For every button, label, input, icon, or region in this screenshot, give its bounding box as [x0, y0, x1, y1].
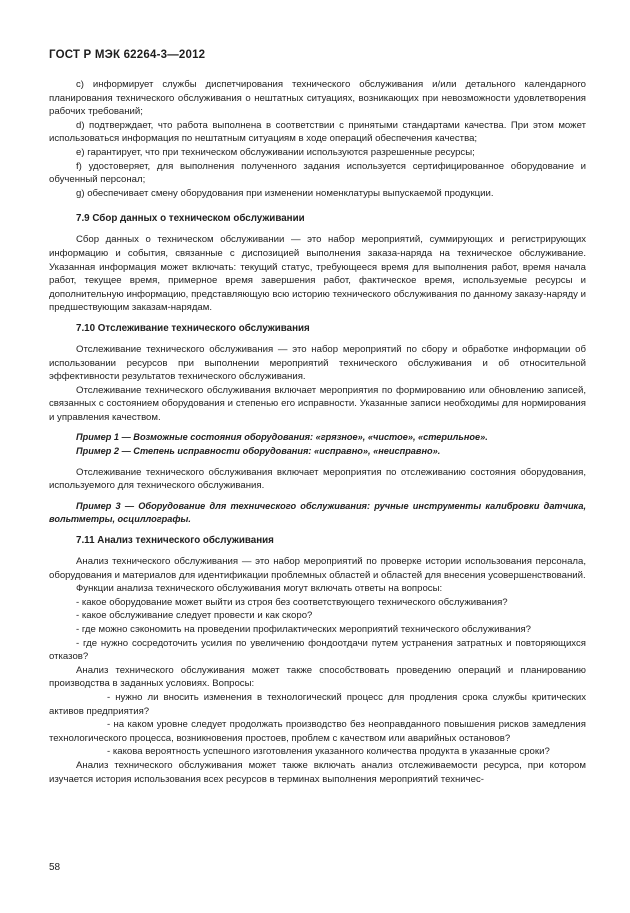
paragraph: Отслеживание технического обслуживания включает мероприятия по формированию или обновлению записей, связанных с состоянием оборудования и степенью его исправности. Указанные записи необходимы для нормирования и управления качеством. [49, 384, 586, 423]
question-item: - на каком уровне следует продолжать производство без неоправданного повышения рисков замедления технологического процесса, возникновения простоев, проблем с качеством или аварийных остановов? [49, 719, 586, 744]
example-2: Пример 2 — Степень исправности оборудования: «исправно», «неисправно». [76, 446, 441, 457]
list-item-g: g) обеспечивает смену оборудования при изменении номенклатуры выпускаемой продукции. [76, 187, 494, 199]
question-item: - какое оборудование может выйти из строя без соответствующего технического обслуживания? [76, 596, 508, 608]
paragraph: Анализ технического обслуживания может также способствовать проведению операций и планированию производства в заданных условиях. Вопросы: [49, 664, 586, 690]
paragraph: Сбор данных о техническом обслуживании — это набор мероприятий, суммирующих и регистрирующих информацию и события, связанные с диспозицией выполнения заказа-наряда на техническое обслуживание. Указанная информация может включать: текущий статус, требующееся время для выполнения работ, время начала работ, текущее время, примерное время завершения работ, фактическое время, используемые ресурсы и дополнительную информацию, представляющую всю историю технического обслуживания по данному заказу-наряду и предшествующим заказам-нарядам. [49, 234, 586, 314]
section-heading-7-9: 7.9 Сбор данных о техническом обслуживании [76, 213, 305, 225]
document-body [49, 78, 586, 786]
section-heading-7-10: 7.10 Отслеживание технического обслуживания [76, 322, 310, 334]
list-item-c: c) информирует службы диспетчирования технического обслуживания и/или детального календарного планирования технического обслуживания о нештатных ситуациях, возникающих при невозможности удовлетворения рабочих требований; [49, 79, 586, 118]
paragraph: Функции анализа технического обслуживания могут включать ответы на вопросы: [76, 583, 443, 595]
question-item: - какое обслуживание следует провести и как скоро? [76, 610, 313, 622]
list-item-f: f) удостоверяет, для выполнения полученного задания используется сертифицированное оборудование и обученный персонал; [49, 160, 586, 186]
question-item: - нужно ли вносить изменения в технологический процесс для продления срока службы критических активов предприятия? [49, 691, 586, 717]
list-item-d: d) подтверждает, что работа выполнена в соответствии с принятыми стандартами качества. При этом может использоваться информация по нештатным ситуациям в ходе операций обеспечения качества; [49, 119, 586, 145]
list-item-e: e) гарантирует, что при техническом обслуживании используются разрешенные ресурсы; [76, 146, 475, 158]
page-number: 58 [49, 862, 61, 873]
question-item: - какова вероятность успешного изготовления указанного количества продукта в указанные сроки? [107, 746, 550, 758]
running-header: ГОСТ Р МЭК 62264-3—2012 [49, 49, 206, 61]
example-3: Пример 3 — Оборудование для технического обслуживания: ручные инструменты калибровки датчика, вольтметры, осциллографы. [49, 500, 586, 525]
question-item: - где нужно сосредоточить усилия по увеличению фондоотдачи путем устранения затратных и повторяющихся отказов? [49, 637, 586, 663]
example-1: Пример 1 — Возможные состояния оборудования: «грязное», «чистое», «стерильное». [76, 432, 488, 443]
paragraph: Анализ технического обслуживания может также включать анализ отслеживаемости ресурса, при котором изучается история использования всех ресурсов в терминах выполнения мероприятий техничес- [49, 759, 586, 785]
paragraph: Анализ технического обслуживания — это набор мероприятий по проверке истории использования персонала, оборудования и материалов для идентификации проблемных областей и областей для внесения усовершенствований. [49, 556, 586, 581]
paragraph: Отслеживание технического обслуживания — это набор мероприятий по сбору и обработке информации об использовании ресурсов при выполнении мероприятий технического обслуживания и об относительной эффективности результатов технического обслуживания. [49, 343, 586, 383]
section-heading-7-11: 7.11 Анализ технического обслуживания [76, 535, 274, 547]
question-item: - где можно сэкономить на проведении профилактических мероприятий технического обслуживания? [76, 624, 532, 635]
paragraph: Отслеживание технического обслуживания включает мероприятия по отслеживанию состояния оборудования, используемого для технического обслуживания. [49, 466, 586, 492]
